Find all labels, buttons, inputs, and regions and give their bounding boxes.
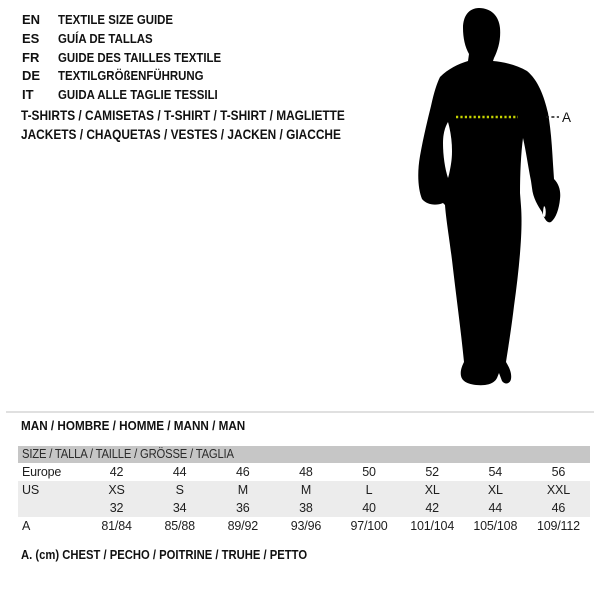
size-value: 97/100	[350, 519, 388, 533]
language-row	[22, 67, 243, 86]
category-heading	[21, 106, 389, 144]
size-value: 32	[109, 501, 124, 515]
size-value: L	[365, 483, 373, 497]
measurement-footnote-text: A. (cm) CHEST / PECHO / POITRINE / TRUHE / PETTO	[21, 548, 308, 562]
size-table-header	[18, 446, 590, 463]
table-row-chest-cm	[18, 517, 590, 535]
size-value: 52	[425, 465, 439, 479]
size-table-header-text: SIZE / TALLA / TAILLE / GRÖSSE / TAGLIA	[22, 447, 234, 461]
language-row	[22, 11, 243, 30]
size-value: 46	[236, 465, 250, 479]
table-row-europe	[18, 463, 590, 481]
category-line-tshirts: T-SHIRTS / CAMISETAS / T-SHIRT / T-SHIRT / MAGLIETTE	[21, 108, 345, 123]
row-label: US	[22, 483, 39, 497]
size-value: 109/112	[537, 519, 580, 533]
silhouette-svg	[390, 0, 600, 400]
size-value: 44	[172, 465, 187, 479]
table-row-us	[18, 481, 590, 499]
size-value: M	[237, 483, 248, 497]
section-divider	[6, 411, 594, 413]
size-value: 48	[299, 465, 313, 479]
language-code: ES	[22, 30, 40, 46]
language-row	[22, 49, 243, 68]
row-label: Europe	[22, 465, 62, 479]
size-value: XXL	[546, 483, 570, 497]
size-value: 44	[488, 501, 503, 515]
language-title: TEXTILE SIZE GUIDE	[58, 12, 174, 27]
language-title: GUIDE DES TAILLES TEXTILE	[58, 49, 222, 65]
row-label: A	[22, 519, 31, 533]
size-value: M	[300, 483, 312, 497]
size-value: 93/96	[290, 519, 322, 533]
size-value: 101/104	[410, 519, 455, 533]
size-value: 54	[488, 465, 503, 479]
man-silhouette-figure	[390, 0, 600, 400]
size-value: 46	[551, 501, 566, 515]
language-code: IT	[22, 87, 34, 103]
size-value: 81/84	[101, 519, 132, 533]
size-value: 85/88	[164, 519, 195, 533]
size-value: 38	[299, 501, 313, 515]
language-row	[22, 86, 243, 105]
measurement-footnote	[21, 548, 339, 563]
measurement-label-a: A	[562, 110, 572, 125]
size-value: 34	[172, 501, 187, 515]
row-label	[18, 499, 85, 517]
category-line-jackets: JACKETS / CHAQUETAS / VESTES / JACKEN / GIACCHE	[21, 127, 341, 142]
size-value: 36	[236, 501, 250, 515]
size-value: S	[175, 483, 184, 497]
man-silhouette-shape	[418, 8, 560, 385]
language-title: GUIDA ALLE TAGLIE TESSILI	[58, 87, 218, 103]
size-value: 50	[362, 465, 376, 479]
language-title: TEXTILGRÖßENFÜHRUNG	[58, 68, 204, 84]
size-value: XL	[487, 483, 503, 497]
language-code: FR	[22, 49, 40, 65]
table-row-us-numeric	[18, 499, 590, 517]
size-value: 42	[109, 465, 124, 479]
language-title: GUÍA DE TALLAS	[58, 30, 153, 46]
size-value: 40	[362, 501, 376, 515]
language-code: EN	[22, 12, 41, 27]
section-title-text: MAN / HOMBRE / HOMME / MANN / MAN	[21, 418, 246, 433]
size-value: 89/92	[227, 519, 258, 533]
size-value: 42	[425, 501, 439, 515]
size-value: 105/108	[473, 519, 518, 533]
size-value: XL	[424, 483, 440, 497]
section-title-man	[21, 419, 270, 433]
language-code: DE	[22, 68, 41, 84]
size-table	[18, 446, 590, 535]
size-value: XS	[108, 483, 125, 497]
language-row	[22, 30, 243, 49]
language-list	[22, 11, 243, 105]
size-value: 56	[551, 465, 566, 479]
